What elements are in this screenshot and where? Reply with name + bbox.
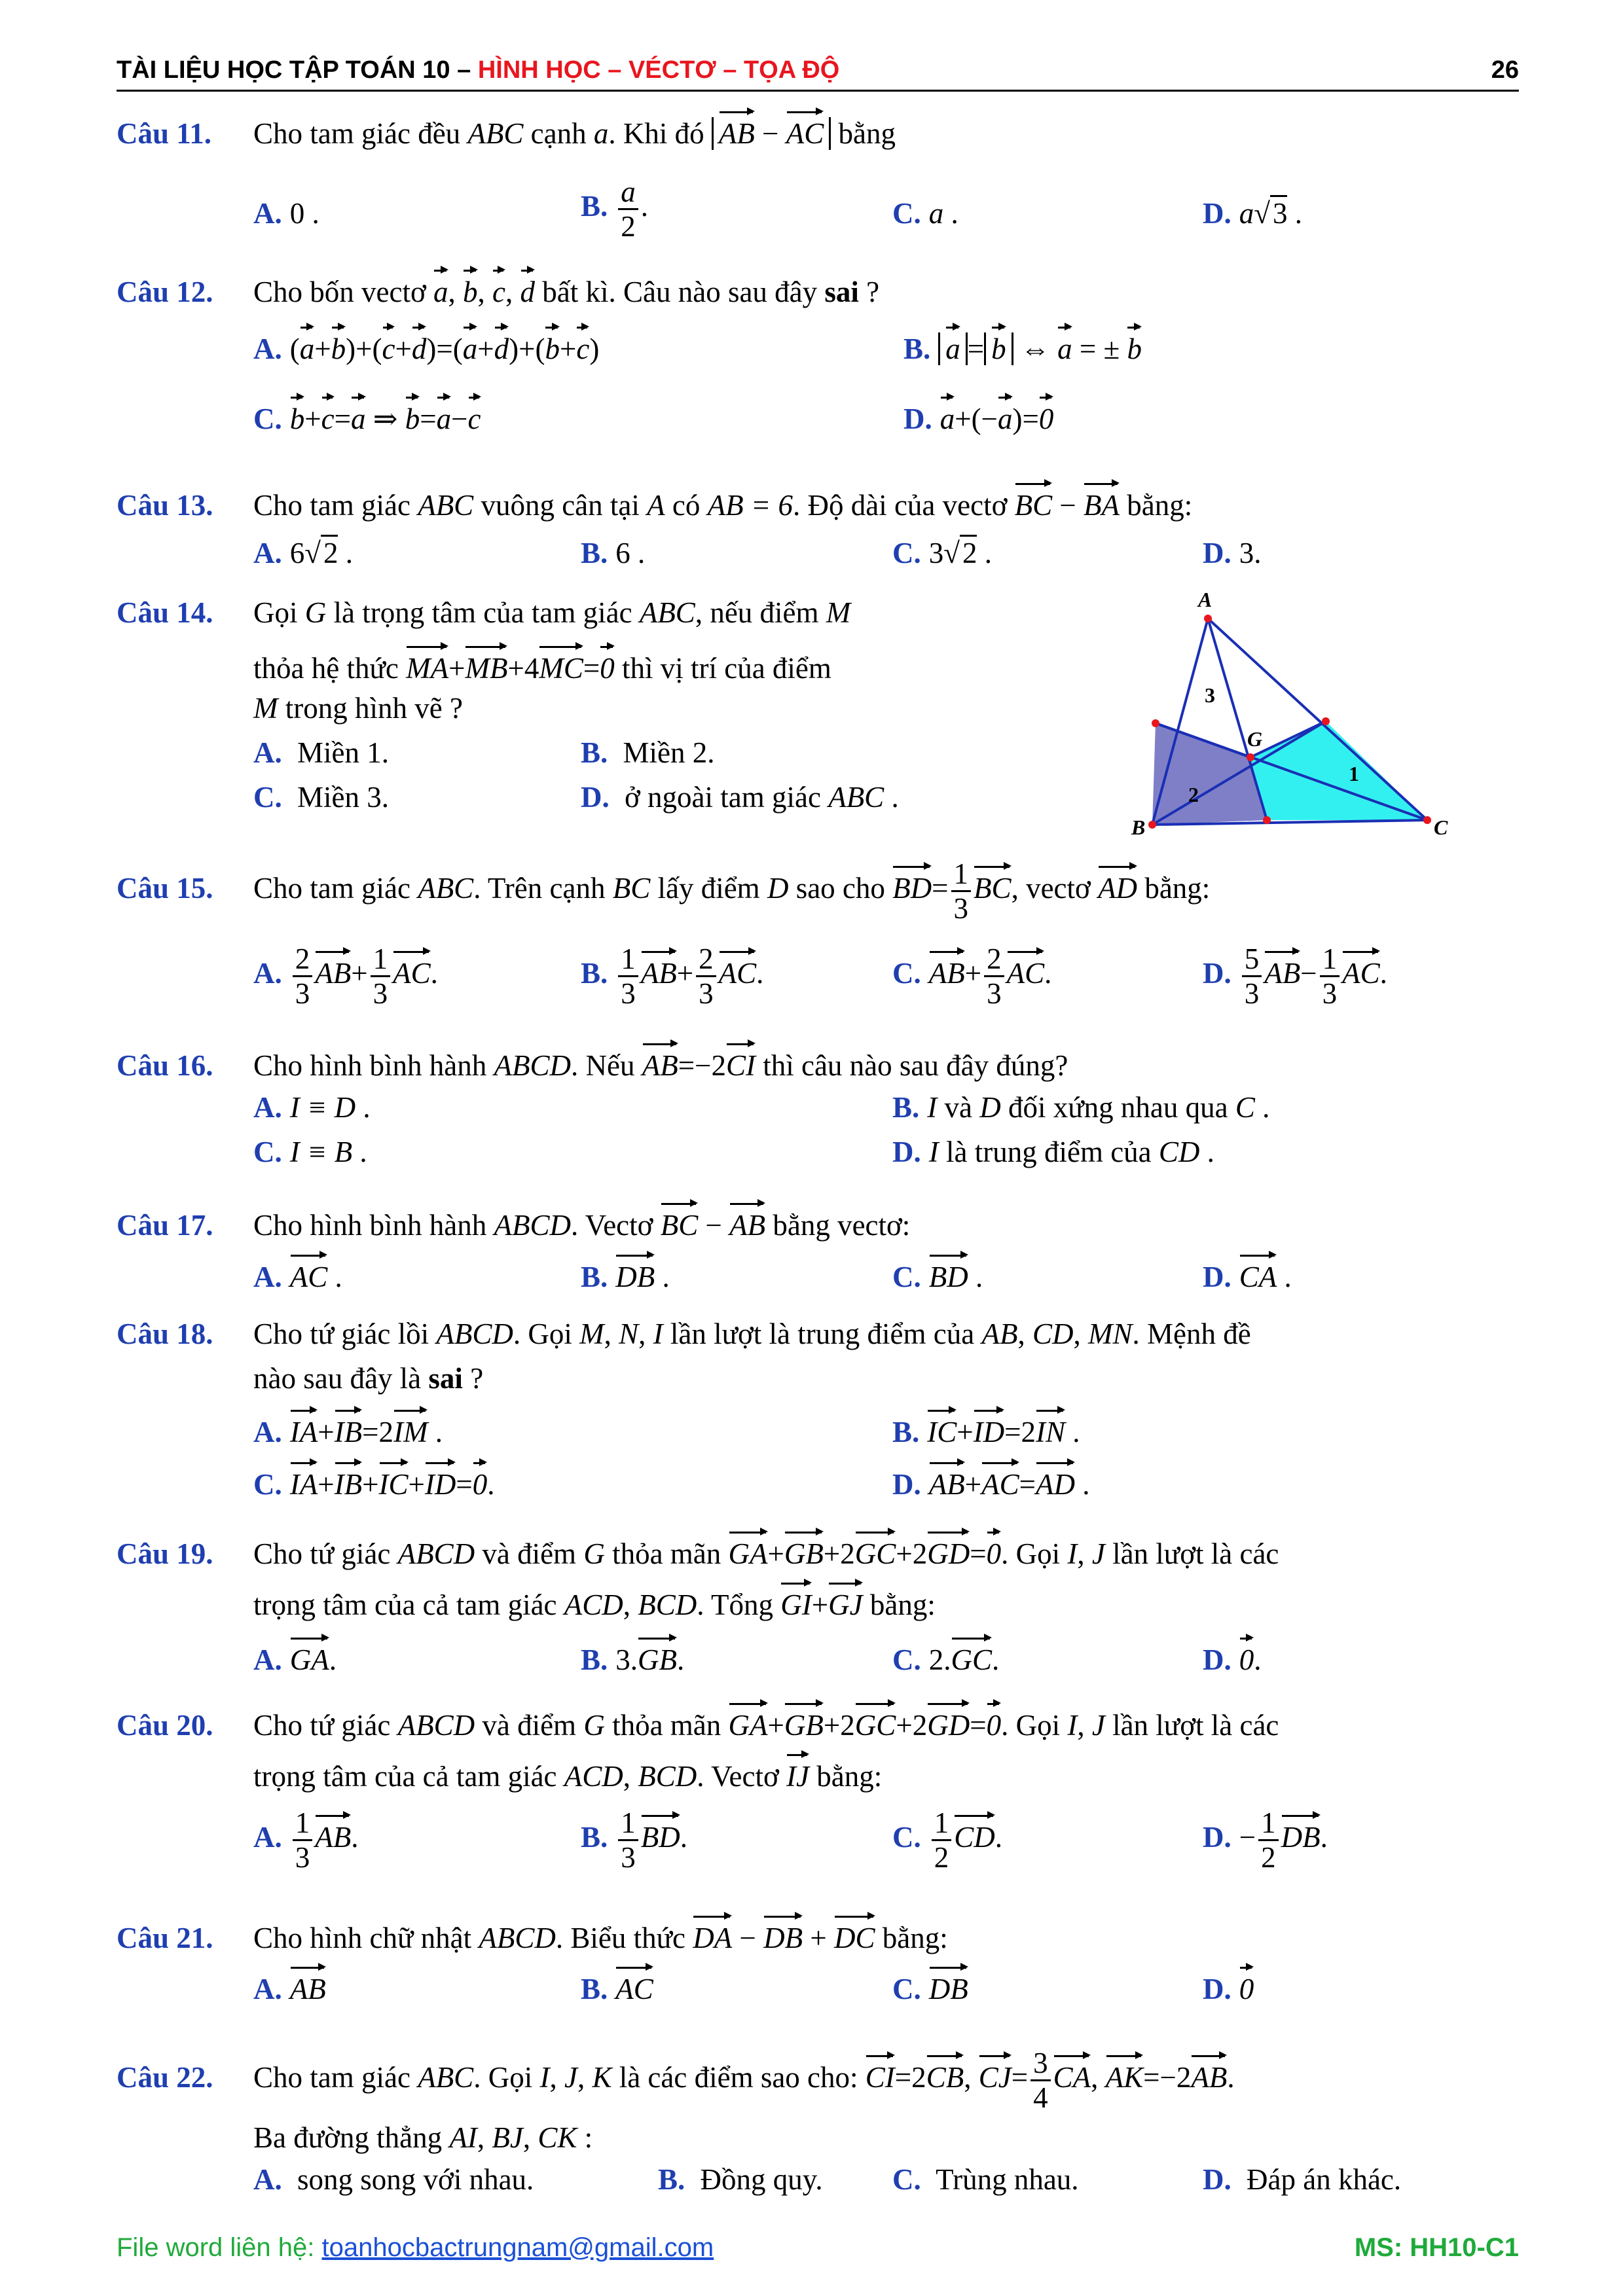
q14-line-3: M trong hình vẽ ? — [253, 692, 463, 725]
q13-option-a[interactable]: A. 6√2 . — [253, 533, 353, 573]
label-b: B — [1131, 816, 1146, 839]
q20-option-a[interactable]: A. $\frac{1}{3}$ AB. — [253, 1806, 359, 1874]
question-16: Câu 16. Cho hình bình hành ABCD. Nếu AB=−2CI thì câu nào sau đây đúng? — [117, 1042, 1068, 1085]
label-region-2: 2 — [1188, 783, 1199, 806]
q19-option-d[interactable]: D. 0. — [1203, 1636, 1262, 1679]
q20-option-d[interactable]: D. − $\frac{1}{2}$ DB. — [1203, 1806, 1328, 1874]
triangle-figure — [1087, 586, 1467, 848]
footer-code: MS: HH10-C1 — [1354, 2233, 1519, 2262]
q22-line-2: Ba đường thẳng AI, BJ, CK : — [253, 2121, 593, 2154]
q22-option-c[interactable]: C. Trùng nhau. — [892, 2163, 1079, 2196]
footer-contact: File word liên hệ: toanhocbactrungnam@gmail.com — [117, 2233, 714, 2262]
q14-option-b[interactable]: B. Miền 2. — [581, 736, 715, 769]
q12-option-b[interactable]: B. a = b ⇔ a = ± b — [903, 325, 1142, 368]
label-a: A — [1198, 588, 1213, 611]
page-footer — [117, 2233, 1519, 2272]
question-18: Câu 18. Cho tứ giác lồi ABCD. Gọi M, N, I lần lượt là trung điểm của AB, CD, MN. Mệnh đề — [117, 1318, 1251, 1350]
q16-option-a[interactable]: A. I ≡ D . — [253, 1091, 371, 1124]
question-14: Câu 14. Gọi G là trọng tâm của tam giác ABC, nếu điểm M — [117, 596, 851, 629]
q12-option-a[interactable]: A. (a+b)+(c+d)=(a+d)+(b+c) — [253, 325, 599, 368]
q21-option-d[interactable]: D. 0 — [1203, 1965, 1254, 2009]
q11-option-c[interactable]: C. a . — [892, 197, 958, 230]
question-19: Câu 19. Cho tứ giác ABCD và điểm G thỏa mãn GA+GB+2GC+2GD=0. Gọi I, J lần lượt là các — [117, 1530, 1279, 1573]
q18-line-2: nào sau đây là sai ? — [253, 1362, 484, 1395]
question-13: Câu 13. Cho tam giác ABC vuông cân tại A có AB = 6. Độ dài của vectơ BC − BA bằng: — [117, 482, 1192, 525]
question-12: Câu 12. Cho bốn vectơ a, b, c, d bất kì. Câu nào sau đây sai ? — [117, 268, 879, 312]
q17-option-d[interactable]: D. CA . — [1203, 1253, 1292, 1297]
q21-option-a[interactable]: A. AB — [253, 1965, 326, 2009]
q19-line-2: trọng tâm của cả tam giác ACD, BCD. Tổng GI+GJ bằng: — [253, 1581, 936, 1624]
q14-option-d[interactable]: D. ở ngoài tam giác ABC . — [581, 781, 899, 814]
q11-option-a[interactable]: A. 0 . — [253, 197, 319, 230]
q21-option-b[interactable]: B. AC — [581, 1965, 653, 2009]
page-header — [117, 51, 1519, 92]
label-region-3: 3 — [1205, 683, 1215, 707]
q15-option-a[interactable]: A. $\frac{2}{3}$ AB+ $\frac{1}{3}$ AC. — [253, 942, 438, 1010]
q17-option-b[interactable]: B. DB . — [581, 1253, 670, 1297]
q16-option-c[interactable]: C. I ≡ B . — [253, 1136, 367, 1168]
q22-option-b[interactable]: B. Đồng quy. — [658, 2163, 823, 2196]
q15-option-d[interactable]: D. $\frac{5}{3}$ AB− $\frac{1}{3}$ AC. — [1203, 942, 1387, 1010]
q22-option-d[interactable]: D. Đáp án khác. — [1203, 2163, 1402, 2196]
question-11: Câu 11. Cho tam giác đều ABC cạnh a. Khi đó AB − AC bằng — [117, 110, 896, 153]
q18-option-d[interactable]: D. AB+AC=AD . — [892, 1461, 1090, 1504]
region-1 — [1250, 721, 1427, 820]
question-21: Câu 21. Cho hình chữ nhật ABCD. Biểu thức DA − DB + DC bằng: — [117, 1914, 948, 1958]
question-20: Câu 20. Cho tứ giác ABCD và điểm G thỏa mãn GA+GB+2GC+2GD=0. Gọi I, J lần lượt là các — [117, 1702, 1279, 1745]
q13-option-d[interactable]: D. 3. — [1203, 537, 1262, 569]
question-22: Câu 22. Cho tam giác ABC. Gọi I, J, K là các điểm sao cho: CI=2CB, CJ= $\frac{3}{4}$ CA, AK=−2AB. — [117, 2047, 1235, 2114]
page-number: 26 — [1491, 56, 1519, 84]
label-c: C — [1434, 816, 1448, 839]
q15-option-c[interactable]: C. AB+ $\frac{2}{3}$ AC. — [892, 942, 1052, 1010]
q13-option-c[interactable]: C. 3√2 . — [892, 533, 992, 573]
q21-option-c[interactable]: C. DB — [892, 1965, 968, 2009]
q12-option-c[interactable]: C. b+c=a ⇒ b=a−c — [253, 395, 481, 439]
header-rule — [117, 90, 1519, 92]
q19-option-a[interactable]: A. GA. — [253, 1636, 337, 1679]
q13-option-b[interactable]: B. 6 . — [581, 537, 646, 569]
q20-line-2: trọng tâm của cả tam giác ACD, BCD. Vectơ IJ bằng: — [253, 1753, 882, 1796]
label-g: G — [1247, 727, 1263, 751]
question-17: Câu 17. Cho hình bình hành ABCD. Vectơ BC − AB bằng vectơ: — [117, 1202, 910, 1245]
q18-option-b[interactable]: B. IC+ID=2IN . — [892, 1408, 1080, 1452]
q14-option-c[interactable]: C. Miền 3. — [253, 781, 389, 814]
q22-option-a[interactable]: A. song song với nhau. — [253, 2163, 534, 2196]
q20-option-c[interactable]: C. $\frac{1}{2}$ CD. — [892, 1806, 1003, 1874]
q17-option-c[interactable]: C. BD . — [892, 1253, 983, 1297]
q14-line-2: thỏa hệ thức MA+MB+4MC=0 thì vị trí của điểm — [253, 645, 831, 688]
footer-email-link[interactable]: toanhocbactrungnam@gmail.com — [321, 2233, 714, 2262]
q20-option-b[interactable]: B. $\frac{1}{3}$ BD. — [581, 1806, 688, 1874]
label-region-1: 1 — [1349, 762, 1359, 785]
q19-option-b[interactable]: B. 3.GB. — [581, 1636, 684, 1679]
q18-option-c[interactable]: C. IA+IB+IC+ID=0. — [253, 1461, 495, 1504]
q12-option-d[interactable]: D. a+(−a)=0 — [903, 395, 1053, 439]
q15-option-b[interactable]: B. $\frac{1}{3}$ AB+ $\frac{2}{3}$ AC. — [581, 942, 764, 1010]
q11-option-b[interactable]: B. $\frac{a}{2}$ . — [581, 175, 649, 243]
q11-option-d[interactable]: D. a√3 . — [1203, 194, 1302, 233]
q17-option-a[interactable]: A. AC . — [253, 1253, 342, 1297]
q16-option-b[interactable]: B. I và D đối xứng nhau qua C . — [892, 1091, 1270, 1124]
header-title: TÀI LIỆU HỌC TẬP TOÁN 10 – HÌNH HỌC – VÉCTƠ – TỌA ĐỘ — [117, 56, 840, 84]
q19-option-c[interactable]: C. 2.GC. — [892, 1636, 999, 1679]
question-15: Câu 15. Cho tam giác ABC. Trên cạnh BC lấy điểm D sao cho BD= $\frac{1}{3}$ BC, vectơ AD bằng: — [117, 857, 1211, 925]
q14-option-a[interactable]: A. Miền 1. — [253, 736, 389, 769]
q18-option-a[interactable]: A. IA+IB=2IM . — [253, 1408, 443, 1452]
q16-option-d[interactable]: D. I là trung điểm của CD . — [892, 1136, 1214, 1168]
